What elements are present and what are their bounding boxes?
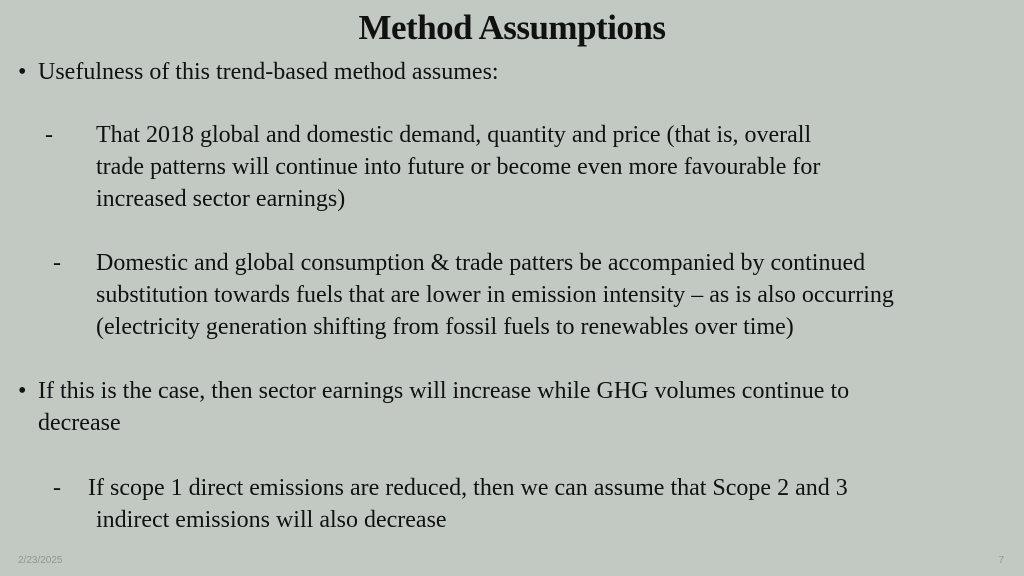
sub-bullet-marker: - <box>53 250 61 276</box>
sub-bullet-text: trade patterns will continue into future or become even more favourable for <box>96 154 821 180</box>
sub-bullet-text: That 2018 global and domestic demand, quantity and price (that is, overall <box>96 122 812 148</box>
sub-bullet-text: If scope 1 direct emissions are reduced, then we can assume that Scope 2 and 3 <box>88 475 848 501</box>
sub-bullet-text: indirect emissions will also decrease <box>96 507 447 533</box>
sub-bullet-text: Domestic and global consumption & trade patters be accompanied by continued <box>96 250 866 276</box>
bullet-text: Usefulness of this trend-based method assumes: <box>38 59 499 85</box>
sub-bullet-marker: - <box>45 122 53 148</box>
slide-title: Method Assumptions <box>358 8 666 47</box>
bullet-item <box>18 56 1018 88</box>
bullet-text: decrease <box>38 410 121 436</box>
sub-bullet-marker: - <box>53 475 61 501</box>
sub-bullet-text: increased sector earnings) <box>96 186 346 212</box>
bullet-text: If this is the case, then sector earnings will increase while GHG volumes continue to <box>38 378 850 404</box>
bullet-item <box>18 375 1018 439</box>
sub-bullet-text: (electricity generation shifting from fossil fuels to renewables over time) <box>96 314 794 340</box>
sub-bullet-text: substitution towards fuels that are lower in emission intensity – as is also occurring <box>96 282 894 308</box>
bullet-marker: • <box>18 378 27 404</box>
footer-date: 2/23/2025 <box>18 555 63 566</box>
bullet-marker: • <box>18 59 27 85</box>
page-number: 7 <box>998 555 1004 566</box>
